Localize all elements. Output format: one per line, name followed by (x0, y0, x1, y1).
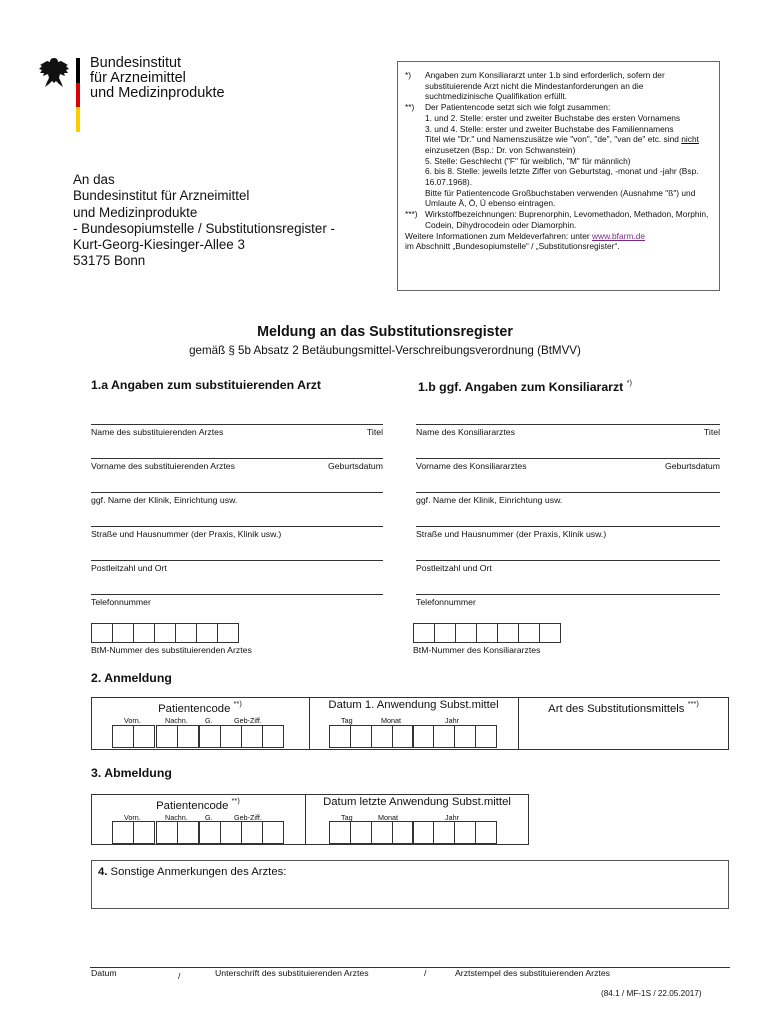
code3-digit-box[interactable] (350, 821, 372, 844)
field-strasse-arzt[interactable]: Straße und Hausnummer (der Praxis, Klinik usw.) (91, 526, 383, 540)
label-vorn: Vorn. (124, 716, 141, 725)
code3-digit-box[interactable] (329, 821, 351, 844)
signature-line[interactable] (90, 967, 730, 968)
code3-digit-box[interactable] (177, 821, 199, 844)
field-name-konsiliar[interactable]: Name des Konsiliararztes Titel (416, 424, 720, 438)
label-jahr-abmeldung: Jahr (445, 813, 459, 822)
footer-datum: Datum (91, 968, 117, 978)
art-substitutionsmittel-label: Art des Substitutionsmittels ***) (548, 699, 699, 715)
federal-eagle-icon (38, 56, 70, 90)
german-flag-bar (76, 58, 80, 132)
code3-digit-box[interactable] (112, 821, 134, 844)
code2-digit-box[interactable] (156, 725, 178, 748)
field-plz-arzt[interactable]: Postleitzahl und Ort (91, 560, 383, 574)
label-monat: Monat (381, 716, 401, 725)
form-subtitle: gemäß § 5b Absatz 2 Betäubungsmittel-Verschreibungsverordnung (BtMVV) (189, 344, 581, 357)
code3-digit-box[interactable] (412, 821, 434, 844)
code3-digit-box[interactable] (262, 821, 284, 844)
code3-digit-box[interactable] (199, 821, 221, 844)
btm-number-konsiliar-boxes[interactable] (413, 623, 561, 643)
code2-digit-box[interactable] (371, 725, 393, 748)
form-number: (84.1 / MF-1S / 22.05.2017) (601, 989, 702, 998)
label-g-abmeldung: G. (205, 813, 213, 822)
code2-digit-box[interactable] (220, 725, 242, 748)
label-vorn-abmeldung: Vorn. (124, 813, 141, 822)
section-2-heading: 2. Anmeldung (91, 671, 172, 685)
code2-digit-box[interactable] (433, 725, 455, 748)
datum-letzte-anwendung-label: Datum letzte Anwendung Subst.mittel (323, 796, 511, 808)
code2-digit-box[interactable] (241, 725, 263, 748)
code2-digit-box[interactable] (199, 725, 221, 748)
field-name-arzt[interactable]: Name des substituierenden Arztes Titel (91, 424, 383, 438)
btm-number-konsiliar-label: BtM-Nummer des Konsiliararztes (413, 645, 541, 655)
footer-slash-1: / (178, 971, 181, 981)
datum-anwendung-label: Datum 1. Anwendung Subst.mittel (328, 699, 499, 711)
footer-unterschrift: Unterschrift des substituierenden Arztes (215, 968, 369, 978)
label-jahr: Jahr (445, 716, 459, 725)
label-tag-abmeldung: Tag (341, 813, 353, 822)
label-g: G. (205, 716, 213, 725)
remarks-field[interactable]: 4. Sonstige Anmerkungen des Arztes: (91, 860, 729, 909)
code3-digit-box[interactable] (475, 821, 497, 844)
label-nachn: Nachn. (165, 716, 188, 725)
footnotes-box: *) Angaben zum Konsiliararzt unter 1.b sind erforderlich, sofern der substituierende Arzt nicht die Mindestanforderungen an die suchtmedizinische Qualifikation erfüllt. **) Der Patientencode setzt sich wie folgt zusammen: 1. und 2. Stelle: erster und zweiter Buchstabe des ersten Vornamens 3. und 4. Stelle: erster und zweiter Buchstabe des Familiennamens Titel wie "Dr." und Namenszusätze wie "von", "de", "van de" etc. sind nicht einzusetzen (Bsp.: Dr. von Schwanstein) 5. Stelle: Geschlecht ("F" für weiblich, "M" für männlich) 6. bis 8. Stelle: jeweils letzte Ziffer von Geburtstag, -monat und -jahr (Bsp. 16.07.1968). Bitte für Patientencode Großbuchstaben verwenden (Ausnahme "ß") und Umlaute Ä, Ö, Ü ebenso eintragen. ***) Wirkstoffbezeichnungen: Buprenorphin, Levomethadon, Methadon, Morphin, Codein, Dihydrocodein oder Diamorphin. Weitere Informationen zum Meldeverfahren: unter www.bfarm.de im Abschnitt „Bundesopiumstelle“ / „Substitutionsregister“. (397, 61, 720, 291)
field-plz-konsiliar[interactable]: Postleitzahl und Ort (416, 560, 720, 574)
field-klinik-konsiliar[interactable]: ggf. Name der Klinik, Einrichtung usw. (416, 492, 720, 506)
code2-digit-box[interactable] (350, 725, 372, 748)
field-strasse-konsiliar[interactable]: Straße und Hausnummer (der Praxis, Klinik usw.) (416, 526, 720, 540)
code3-digit-box[interactable] (133, 821, 155, 844)
patientencode-label: Patientencode **) (158, 699, 242, 715)
code2-digit-box[interactable] (329, 725, 351, 748)
code3-digit-box[interactable] (156, 821, 178, 844)
code2-digit-box[interactable] (133, 725, 155, 748)
bfarm-link[interactable]: www.bfarm.de (591, 230, 646, 241)
footer-slash-2: / (424, 968, 427, 978)
label-nachn-abmeldung: Nachn. (165, 813, 188, 822)
code3-digit-box[interactable] (433, 821, 455, 844)
code3-digit-box[interactable] (371, 821, 393, 844)
label-monat-abmeldung: Monat (378, 813, 398, 822)
code2-digit-box[interactable] (262, 725, 284, 748)
btm-number-arzt-boxes[interactable] (91, 623, 239, 643)
code2-digit-box[interactable] (412, 725, 434, 748)
code3-digit-box[interactable] (454, 821, 476, 844)
btm-number-arzt-label: BtM-Nummer des substituierenden Arztes (91, 645, 252, 655)
label-tag: Tag (341, 716, 353, 725)
label-geb-abmeldung: Geb-Ziff. (234, 813, 262, 822)
code2-digit-box[interactable] (112, 725, 134, 748)
code2-digit-box[interactable] (475, 725, 497, 748)
field-telefon-konsiliar[interactable]: Telefonnummer (416, 594, 720, 608)
patientencode-label-abmeldung: Patientencode **) (156, 796, 240, 812)
organization-logo-text: Bundesinstitut für Arzneimittel und Medizinprodukte (90, 55, 225, 101)
section-3-heading: 3. Abmeldung (91, 766, 172, 780)
code3-digit-box[interactable] (220, 821, 242, 844)
field-klinik-arzt[interactable]: ggf. Name der Klinik, Einrichtung usw. (91, 492, 383, 506)
code2-digit-box[interactable] (177, 725, 199, 748)
section-1a-heading: 1.a Angaben zum substituierenden Arzt (91, 378, 322, 392)
section-1b-heading: 1.b ggf. Angaben zum Konsiliararzt *) (418, 378, 633, 394)
code2-digit-box[interactable] (392, 725, 414, 748)
recipient-address: An das Bundesinstitut für Arzneimittel und Medizinprodukte - Bundesopiumstelle / Substitutionsregister - Kurt-Georg-Kiesinger-Allee 3 53175 Bonn (73, 172, 335, 269)
field-vorname-konsiliar[interactable]: Vorname des Konsiliararztes Geburtsdatum (416, 458, 720, 472)
code3-digit-box[interactable] (241, 821, 263, 844)
code3-digit-box[interactable] (392, 821, 414, 844)
form-title: Meldung an das Substitutionsregister (257, 324, 513, 340)
field-telefon-arzt[interactable]: Telefonnummer (91, 594, 383, 608)
label-geb: Geb-Ziff. (234, 716, 262, 725)
footer-stempel: Arztstempel des substituierenden Arztes (455, 968, 611, 978)
field-vorname-arzt[interactable]: Vorname des substituierenden Arztes Geburtsdatum (91, 458, 383, 472)
code2-digit-box[interactable] (454, 725, 476, 748)
